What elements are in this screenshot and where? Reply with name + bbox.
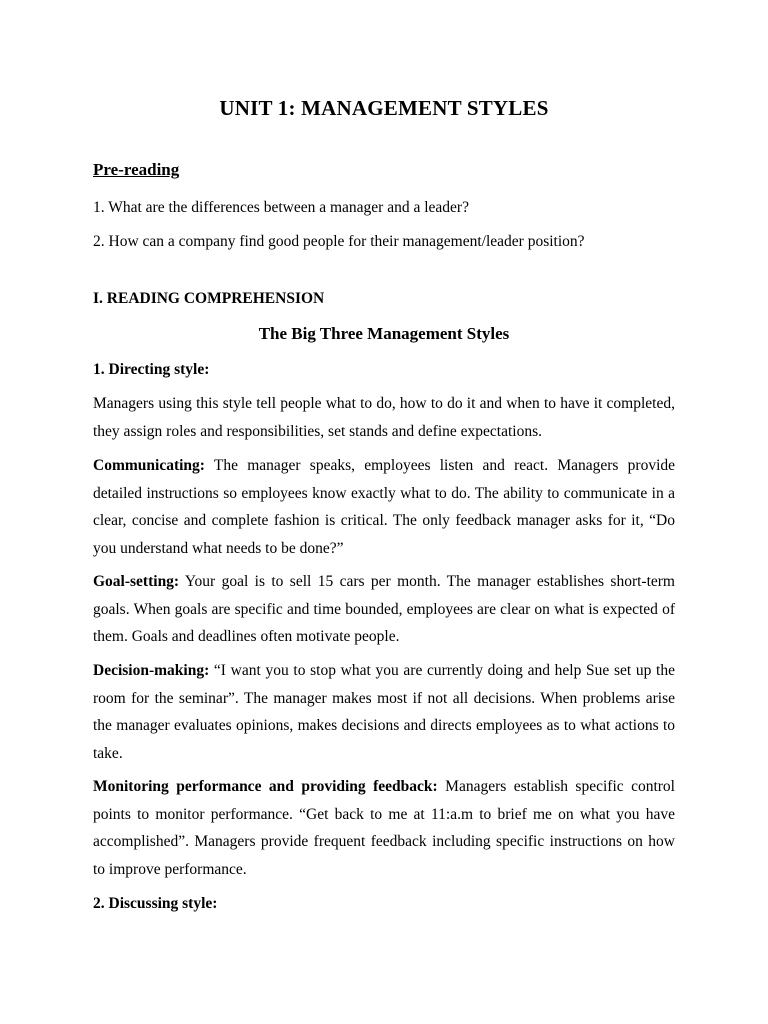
monitoring-text: Managers establish specific control points to monitor performance. “Get back to me at 11:a.m to brief me on what you have accomplished”. Managers provide frequent feedback including specific instructions on how to improve performance. (93, 778, 675, 878)
prereading-question-2: 2. How can a company find good people for their management/leader position? (93, 233, 585, 250)
goal-setting-label: Goal-setting: (93, 573, 180, 590)
monitoring-paragraph (93, 773, 675, 883)
communicating-label: Communicating: (93, 457, 205, 474)
prereading-heading: Pre-reading (93, 160, 180, 179)
goal-setting-paragraph (93, 568, 675, 651)
directing-style-heading: 1. Directing style: (93, 361, 210, 378)
goal-setting-text: Your goal is to sell 15 cars per month. The manager establishes short-term goals. When goals are specific and time bounded, employees are clear on what is expected of them. Goals and deadlines often motivate people. (93, 573, 675, 645)
decision-making-text: “I want you to stop what you are currently doing and help Sue set up the room for the seminar”. The manager makes most if not all decisions. When problems arise the manager evaluates opinions, makes decisions and directs employees as to what actions to take. (93, 662, 675, 762)
decision-making-paragraph (93, 657, 675, 767)
reading-section-heading: I. READING COMPREHENSION (93, 290, 325, 307)
page-title: UNIT 1: MANAGEMENT STYLES (219, 96, 549, 120)
directing-intro-paragraph: Managers using this style tell people what to do, how to do it and when to have it completed, they assign roles and responsibilities, set stands and define expectations. (93, 395, 675, 440)
discussing-style-heading: 2. Discussing style: (93, 895, 218, 912)
prereading-question-1: 1. What are the differences between a manager and a leader? (93, 199, 469, 216)
monitoring-label: Monitoring performance and providing feedback: (93, 778, 438, 795)
communicating-paragraph (93, 452, 675, 562)
decision-making-label: Decision-making: (93, 662, 210, 679)
article-title: The Big Three Management Styles (258, 324, 510, 343)
communicating-text: The manager speaks, employees listen and react. Managers provide detailed instructions so employees know exactly what to do. The ability to communicate in a clear, concise and complete fashion is critical. The only feedback manager asks for it, “Do you understand what needs to be done?” (93, 457, 675, 557)
